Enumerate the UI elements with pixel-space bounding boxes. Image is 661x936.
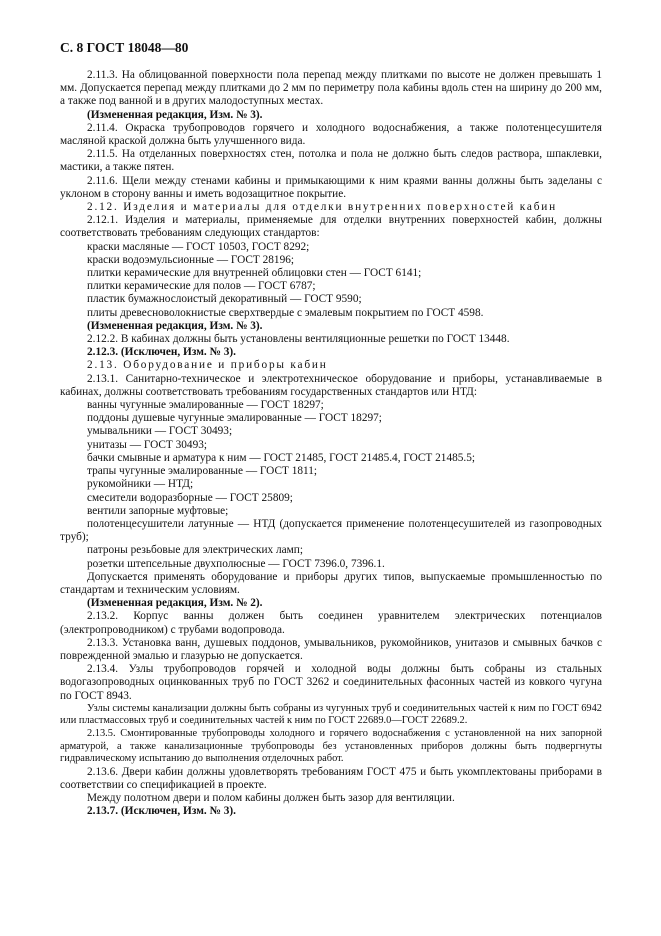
paragraph: 2.13.6. Двери кабин должны удовлетворять требованиям ГОСТ 475 и быть укомплектованы приборами в соответствии со спецификацией в проекте. [60, 765, 602, 791]
paragraph: (Измененная редакция, Изм. № 3). [87, 319, 263, 332]
paragraph: 2.12. Изделия и материалы для отделки внутренних поверхностей кабин [87, 201, 557, 214]
paragraph: 2.13.7. (Исключен, Изм. № 3). [87, 805, 236, 818]
paragraph: смесители водоразборные — ГОСТ 25809; [87, 491, 293, 504]
paragraph: краски масляные — ГОСТ 10503, ГОСТ 8292; [87, 240, 310, 253]
paragraph: бачки смывные и арматура к ним — ГОСТ 21485, ГОСТ 21485.4, ГОСТ 21485.5; [87, 451, 476, 464]
paragraph: вентили запорные муфтовые; [87, 504, 229, 517]
paragraph: краски водоэмульсионные — ГОСТ 28196; [87, 253, 295, 266]
paragraph: 2.12.1. Изделия и материалы, применяемые для отделки внутренних поверхностей кабин, должны соответствовать требованиям следующих стандартов: [60, 214, 602, 240]
page-header: С. 8 ГОСТ 18048—80 [60, 40, 189, 55]
paragraph: 2.13.3. Установка ванн, душевых поддонов, умывальников, рукомойников, унитазов и смывных бачков с поврежденной эмалью и глазурью не допускается. [60, 636, 602, 662]
paragraph: полотенцесушители латунные — НТД (допускается применение полотенцесушителей из газопроводных труб); [60, 517, 602, 544]
document-body [60, 69, 602, 819]
paragraph: поддоны душевые чугунные эмалированные — ГОСТ 18297; [87, 412, 382, 425]
paragraph: (Измененная редакция, Изм. № 3). [87, 108, 263, 121]
paragraph: Узлы системы канализации должны быть собраны из чугунных труб и соединительных частей к ним по ГОСТ 6942 или пластмассовых труб и соединительных частей к ним по ГОСТ 22689.0—ГОСТ 22689.2. [60, 702, 602, 727]
paragraph: умывальники — ГОСТ 30493; [87, 425, 233, 438]
paragraph: 2.11.4. Окраска трубопроводов горячего и холодного водоснабжения, а также полотенцесушителя масляной краской должна быть улучшенного вида. [60, 121, 602, 148]
paragraph: 2.13.4. Узлы трубопроводов горячей и холодной воды должны быть собраны из стальных водогазопроводных оцинкованных труб по ГОСТ 3262 и соединительных фасонных частей из ковкого чугуна по ГОСТ 8943. [60, 663, 602, 702]
paragraph: плитки керамические для внутренней облицовки стен — ГОСТ 6141; [87, 267, 422, 280]
paragraph: 2.13.1. Санитарно-техническое и электротехническое оборудование и приборы, устанавливаемые в кабинах, должны соответствовать требованиям государственных стандартов или НТД: [60, 372, 602, 398]
paragraph: (Измененная редакция, Изм. № 2). [87, 597, 263, 610]
paragraph: трапы чугунные эмалированные — ГОСТ 1811; [87, 465, 318, 478]
paragraph: 2.12.2. В кабинах должны быть установлены вентиляционные решетки по ГОСТ 13448. [87, 333, 510, 346]
paragraph: розетки штепсельные двухполюсные — ГОСТ 7396.0, 7396.1. [87, 557, 385, 570]
paragraph: 2.13.5. Смонтированные трубопроводы холодного и горячего водоснабжения с установленной на них запорной арматурой, а также канализационные трубопроводы без установленных приборов должны быть подвергнуты гидравлическому испытанию до выполнения отделочных работ. [60, 727, 602, 765]
paragraph: пластик бумажнослоистый декоративный — ГОСТ 9590; [87, 293, 362, 306]
paragraph: 2.13. Оборудование и приборы кабин [87, 359, 328, 372]
paragraph: ванны чугунные эмалированные — ГОСТ 18297; [87, 399, 324, 412]
paragraph: Между полотном двери и полом кабины должен быть зазор для вентиляции. [87, 792, 455, 805]
paragraph: рукомойники — НТД; [87, 478, 194, 491]
paragraph: 2.12.3. (Исключен, Изм. № 3). [87, 346, 236, 359]
paragraph: плиты древесноволокнистые сверхтвердые с эмалевым покрытием по ГОСТ 4598. [87, 306, 484, 319]
paragraph: 2.13.2. Корпус ванны должен быть соединен уравнителем электрических потенциалов (электропроводником) с трубами водопровода. [60, 610, 602, 636]
paragraph: Допускается применять оборудование и приборы других типов, выпускаемые промышленностью по стандартам и техническим условиям. [60, 570, 602, 596]
paragraph: 2.11.5. На отделанных поверхностях стен, потолка и пола не должно быть следов раствора, шпаклевки, мастики, а также пятен. [60, 148, 602, 174]
paragraph: 2.11.3. На облицованной поверхности пола перепад между плитками по высоте не должен превышать 1 мм. Допускается перепад между плитками до 2 мм по периметру пола кабины вдоль стен на ширину до 200 мм, а также под ванной и в других малодоступных местах. [60, 69, 602, 108]
paragraph: унитазы — ГОСТ 30493; [87, 438, 208, 451]
paragraph: 2.11.6. Щели между стенами кабины и примыкающими к ним краями ванны должны быть заделаны с уклоном в сторону ванны и иметь водозащитное покрытие. [60, 174, 602, 200]
paragraph: патроны резьбовые для электрических ламп; [87, 544, 303, 557]
paragraph: плитки керамические для полов — ГОСТ 6787; [87, 280, 316, 293]
